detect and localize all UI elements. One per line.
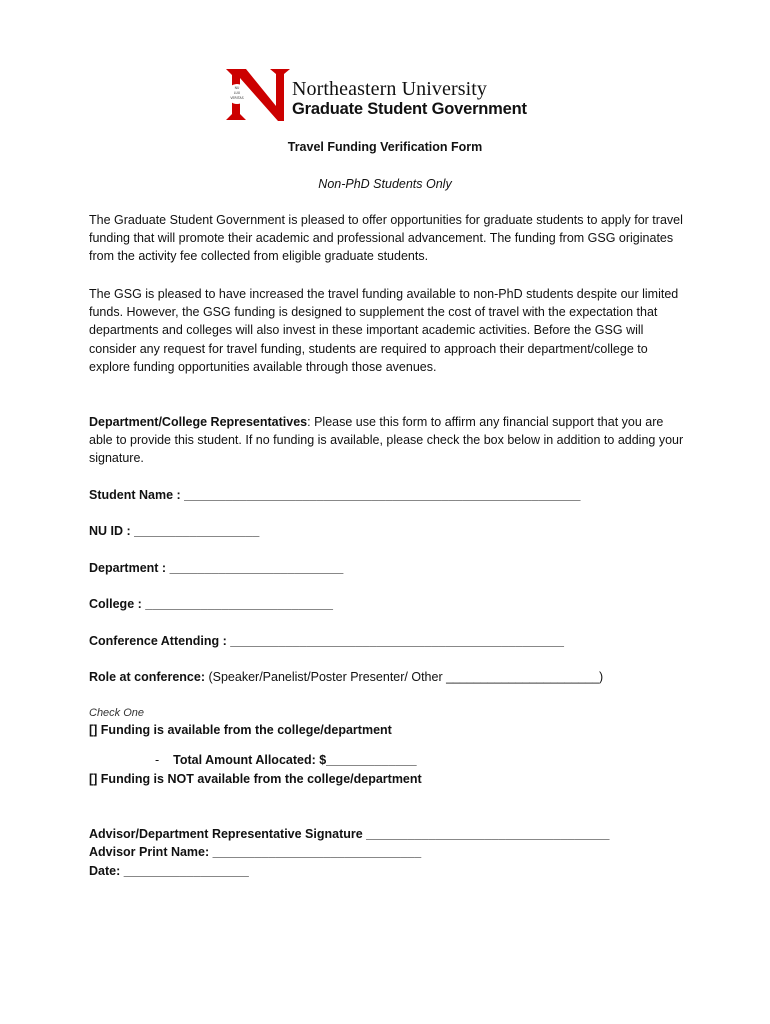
svg-text:LUX: LUX <box>233 91 241 95</box>
university-name: Northeastern University <box>292 78 488 100</box>
date-line[interactable]: __________________ <box>123 864 249 878</box>
nu-id-line[interactable]: __________________ <box>134 524 260 538</box>
nu-id-label: NU ID : <box>89 524 135 538</box>
conference-field[interactable] <box>89 634 564 648</box>
intro-paragraph: The Graduate Student Government is pleased to offer opportunities for graduate students to apply for travel funding that will promote their academic and professional advancement. The funding from GSG originates from the activity fee collected from eligible graduate students. <box>89 213 683 264</box>
advisor-signature-line[interactable]: ___________________________________ <box>366 827 610 841</box>
list-dash: - <box>155 753 160 767</box>
representative-text: : Please use this form to affirm any financial support that you are able to provide this student. If no funding is available, please check the box below in addition to adding your signature. <box>89 415 684 466</box>
conference-line[interactable]: ________________________________________________ <box>230 634 564 648</box>
college-line[interactable]: ___________________________ <box>145 597 333 611</box>
svg-text:VERITAS: VERITAS <box>230 96 244 100</box>
college-field[interactable] <box>89 597 333 611</box>
student-name-label: Student Name : <box>89 488 185 502</box>
funding-available-checkbox[interactable]: [] Funding is available from the college/department <box>89 723 392 737</box>
department-field[interactable] <box>89 561 343 575</box>
gsg-logo <box>224 66 527 122</box>
advisor-print-name-field[interactable] <box>89 845 421 859</box>
date-field[interactable] <box>89 864 249 878</box>
total-allocated-label[interactable]: Total Amount Allocated: $_____________ <box>173 753 417 767</box>
representative-label: Department/College Representatives <box>89 415 308 429</box>
form-title: Travel Funding Verification Form <box>287 140 483 154</box>
role-field[interactable] <box>89 670 603 684</box>
northeastern-n-logo-icon <box>224 66 292 122</box>
date-label: Date: <box>89 864 124 878</box>
role-label: Role at conference: <box>89 670 209 684</box>
policy-paragraph: The GSG is pleased to have increased the travel funding available to non-PhD students despite our limited funds. However, the GSG funding is designed to supplement the cost of travel with the expectation that departments and colleges will also invest in these important academic activities. Before the GSG will consider any request for travel funding, students are required to approach their department/college to explore funding opportunities available through those avenues. <box>89 287 679 374</box>
conference-label: Conference Attending : <box>89 634 231 648</box>
seal-icon <box>227 84 247 104</box>
student-name-field[interactable] <box>89 488 580 502</box>
department-line[interactable]: _________________________ <box>169 561 344 575</box>
representative-paragraph <box>89 413 689 468</box>
advisor-print-name-label: Advisor Print Name: <box>89 845 213 859</box>
total-allocated-field[interactable] <box>155 753 417 767</box>
college-label: College : <box>89 597 146 611</box>
svg-text:NU: NU <box>234 86 240 90</box>
funding-not-available-checkbox[interactable]: [] Funding is NOT available from the college/department <box>89 772 422 786</box>
advisor-signature-label: Advisor/Department Representative Signature <box>89 827 367 841</box>
student-name-line[interactable]: _________________________________________________________ <box>184 488 581 502</box>
advisor-print-name-line[interactable]: ______________________________ <box>212 845 422 859</box>
department-label: Department : <box>89 561 170 575</box>
advisor-signature-field[interactable] <box>89 827 610 841</box>
role-options[interactable]: (Speaker/Panelist/Poster Presenter/ Other ______________________) <box>208 670 604 684</box>
nu-id-field[interactable] <box>89 524 259 538</box>
form-subtitle: Non-PhD Students Only <box>318 177 452 191</box>
organization-name: Graduate Student Government <box>292 100 527 118</box>
check-one-label: Check One <box>89 707 145 719</box>
